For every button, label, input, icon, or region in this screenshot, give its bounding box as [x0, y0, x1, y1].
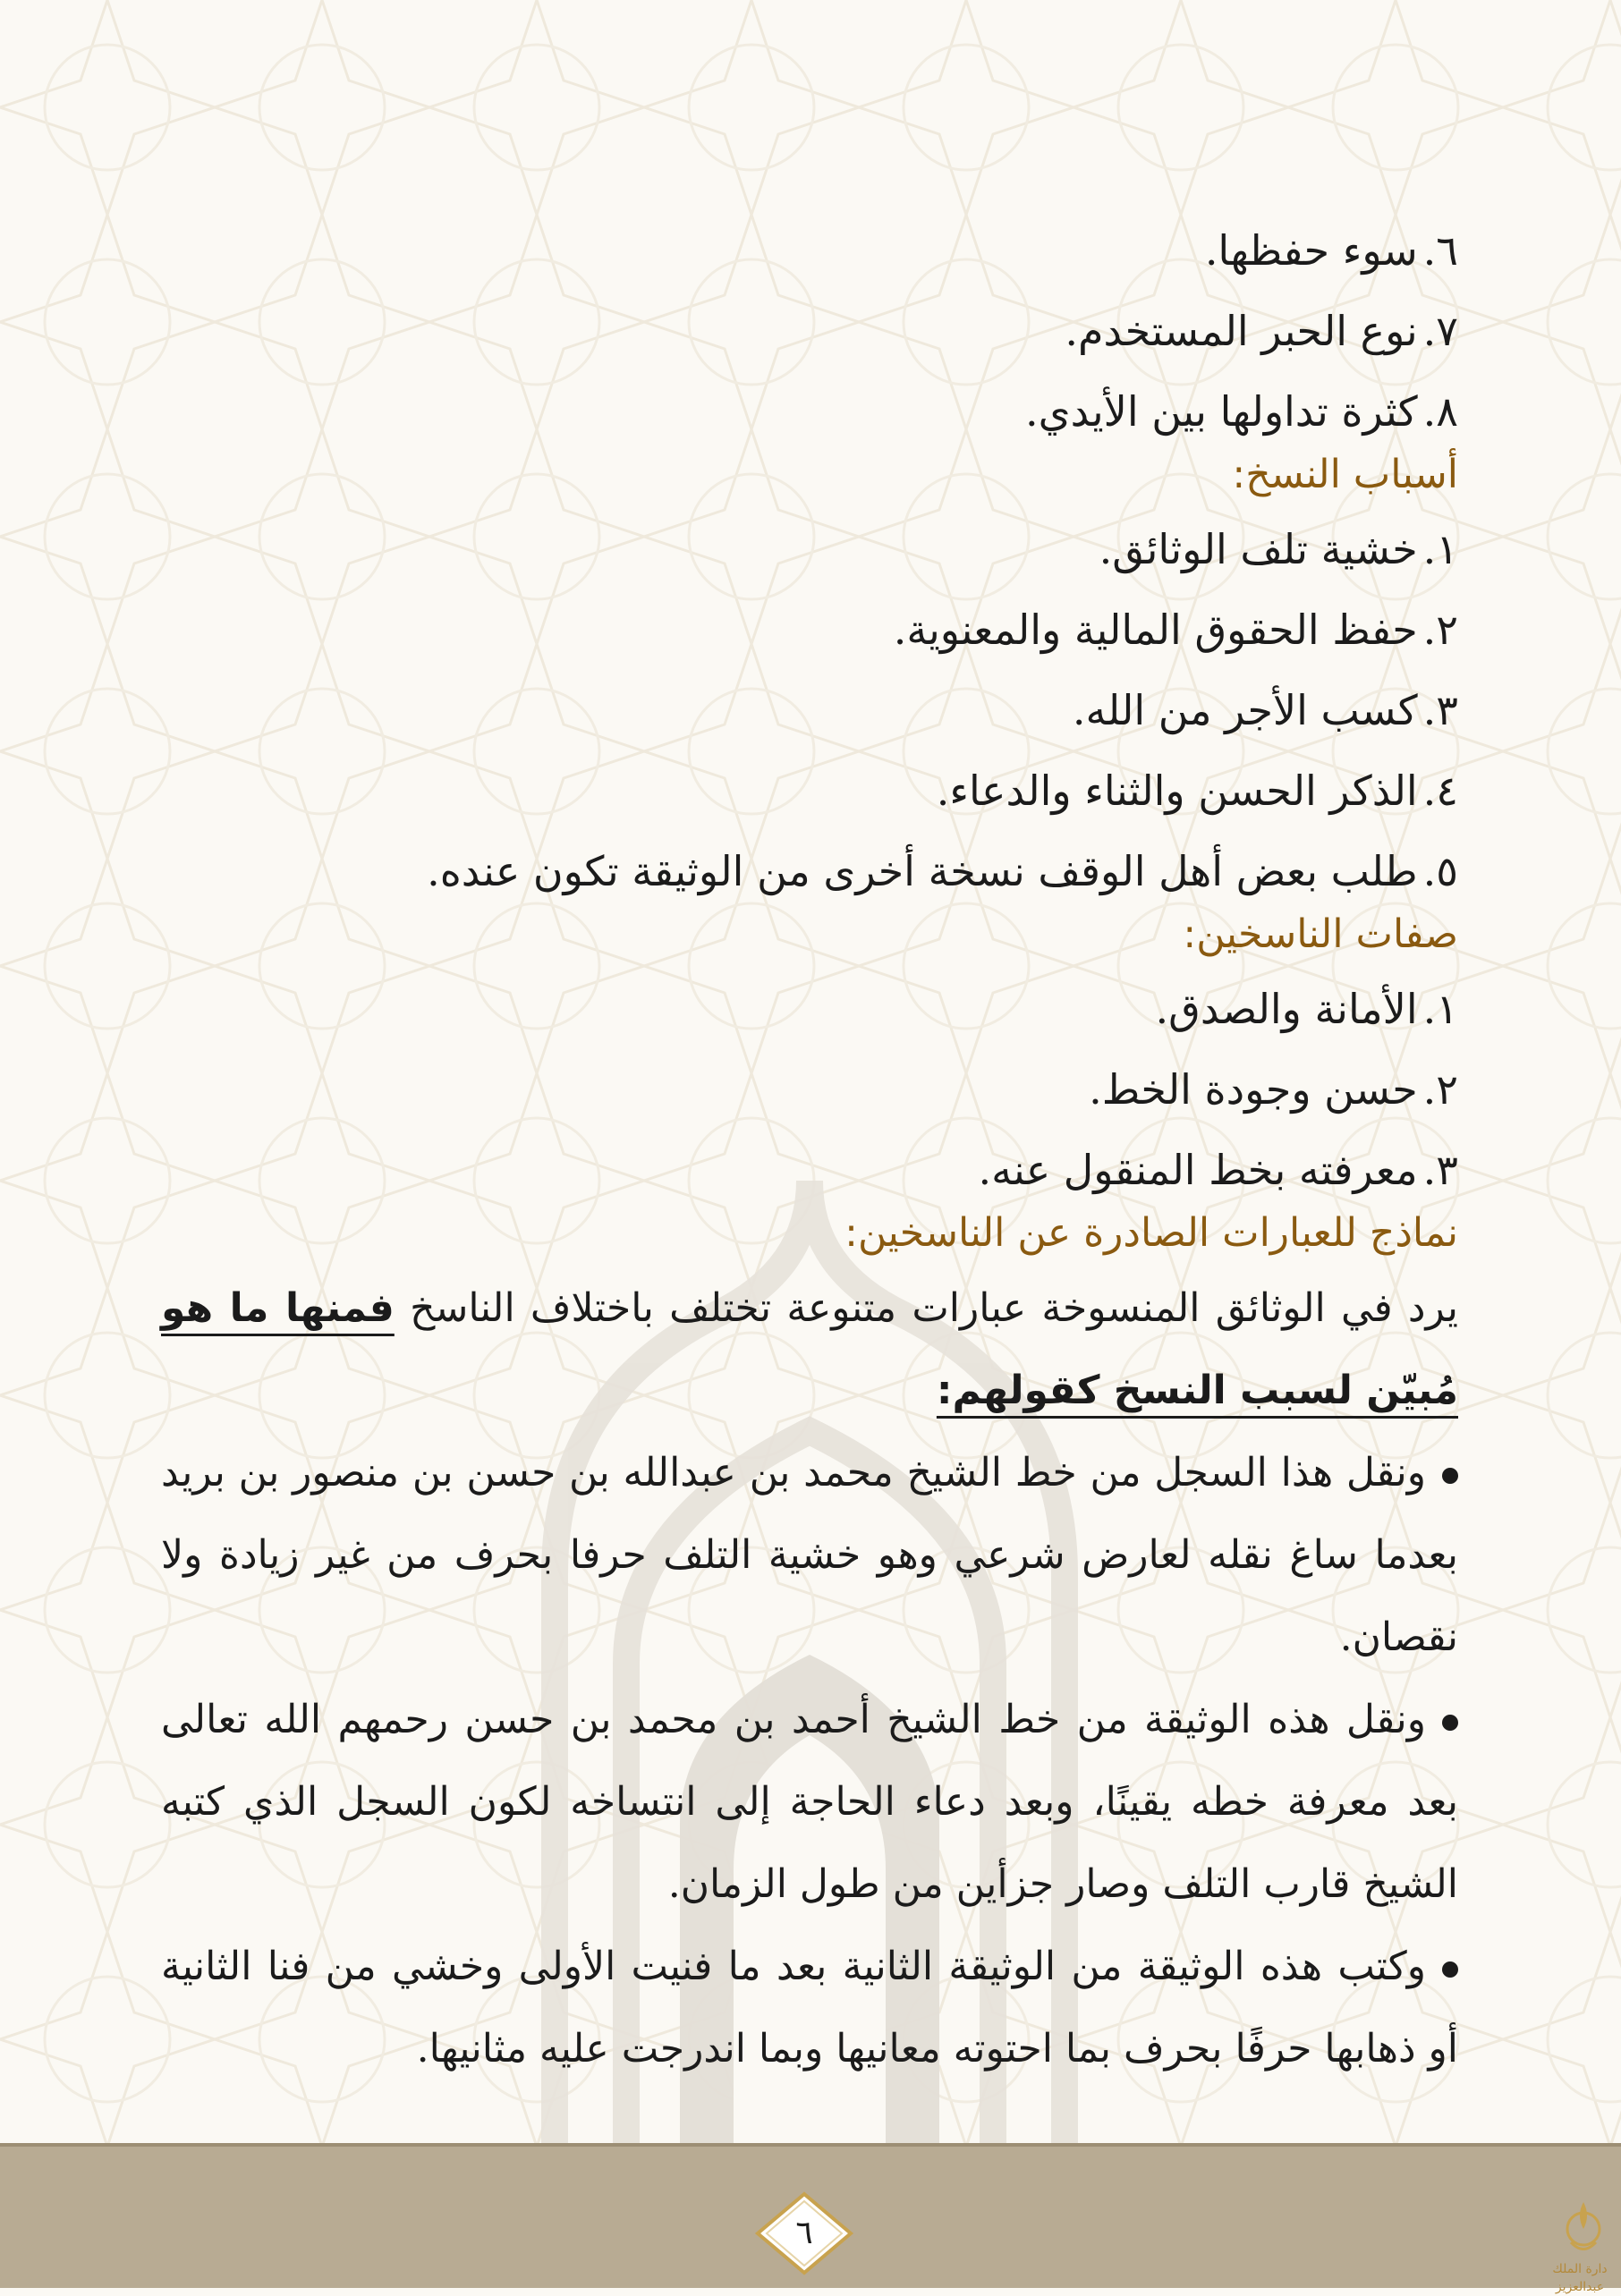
example-bullet: ونقل هذا السجل من خط الشيخ محمد بن عبدالله بن حسن بن منصور بن بريد بعدما ساغ نقله لعارض شرعي وهو خشية التلف حرفا بحرف من غير زيادة ولا نقصان.: [161, 1450, 1458, 1660]
list-item: ٧.نوع الحبر المستخدم.: [1065, 307, 1458, 355]
list-item: ٣.معرفته بخط المنقول عنه.: [978, 1146, 1458, 1194]
list-item: ٤.الذكر الحسن والثناء والدعاء.: [936, 767, 1458, 815]
example-bullet: وكتب هذه الوثيقة من الوثيقة الثانية بعد ما فنيت الأولى وخشي من فنا الثانية أو ذهابها حرفًا بحرف بما احتوته معانيها وبما اندرجت عليه مثانيها.: [161, 1944, 1458, 2071]
darah-logo-icon: [1557, 2193, 1610, 2265]
list-item: ١.الأمانة والصدق.: [1155, 985, 1458, 1033]
logo-text: دارة الملك عبدالعزيز: [1552, 2262, 1608, 2294]
copy-reasons-list: [161, 509, 1458, 911]
list-item: ٦.سوء حفظها.: [1204, 226, 1458, 275]
list-item: ٢.حسن وجودة الخط.: [1089, 1065, 1458, 1114]
page-number: ٦: [795, 2215, 813, 2251]
examples-heading: نماذج للعبارات الصادرة عن الناسخين:: [844, 1210, 1458, 1256]
examples-intro-text: يرد في الوثائق المنسوخة عبارات متنوعة تختلف باختلاف الناسخ: [394, 1285, 1459, 1331]
page-content: [161, 210, 1458, 2090]
list-item: ٥.طلب بعض أهل الوقف نسخة أخرى من الوثيقة تكون عنده.: [427, 847, 1458, 895]
examples-intro-paragraph: [161, 1267, 1458, 1432]
examples-intro-emphasis: فمنها ما هو مُبيّن لسبب النسخ كقولهم:: [161, 1285, 1458, 1413]
copyist-traits-list: [161, 969, 1458, 1210]
copyist-traits-heading: صفات الناسخين:: [1183, 911, 1458, 957]
copy-reasons-heading: أسباب النسخ:: [1232, 452, 1458, 497]
bullet-icon: [1442, 1715, 1458, 1731]
example-bullet: ونقل هذه الوثيقة من خط الشيخ أحمد بن محمد بن حسن رحمهم الله تعالى بعد معرفة خطه يقينًا، وبعد دعاء الحاجة إلى انتساخه لكون السجل الذي كتبه الشيخ قارب التلف وصار جزأين من طول الزمان.: [161, 1697, 1458, 1907]
list-item: ٨.كثرة تداولها بين الأيدي.: [1025, 387, 1458, 436]
intro-list: [161, 210, 1458, 452]
footer-divider: [0, 2143, 1621, 2147]
list-item: ٢.حفظ الحقوق المالية والمعنوية.: [893, 606, 1458, 654]
list-item: ٣.كسب الأجر من الله.: [1072, 686, 1458, 734]
bullet-icon: [1442, 1468, 1458, 1484]
list-item: ١.خشية تلف الوثائق.: [1099, 525, 1458, 573]
bullet-icon: [1442, 1961, 1458, 1978]
